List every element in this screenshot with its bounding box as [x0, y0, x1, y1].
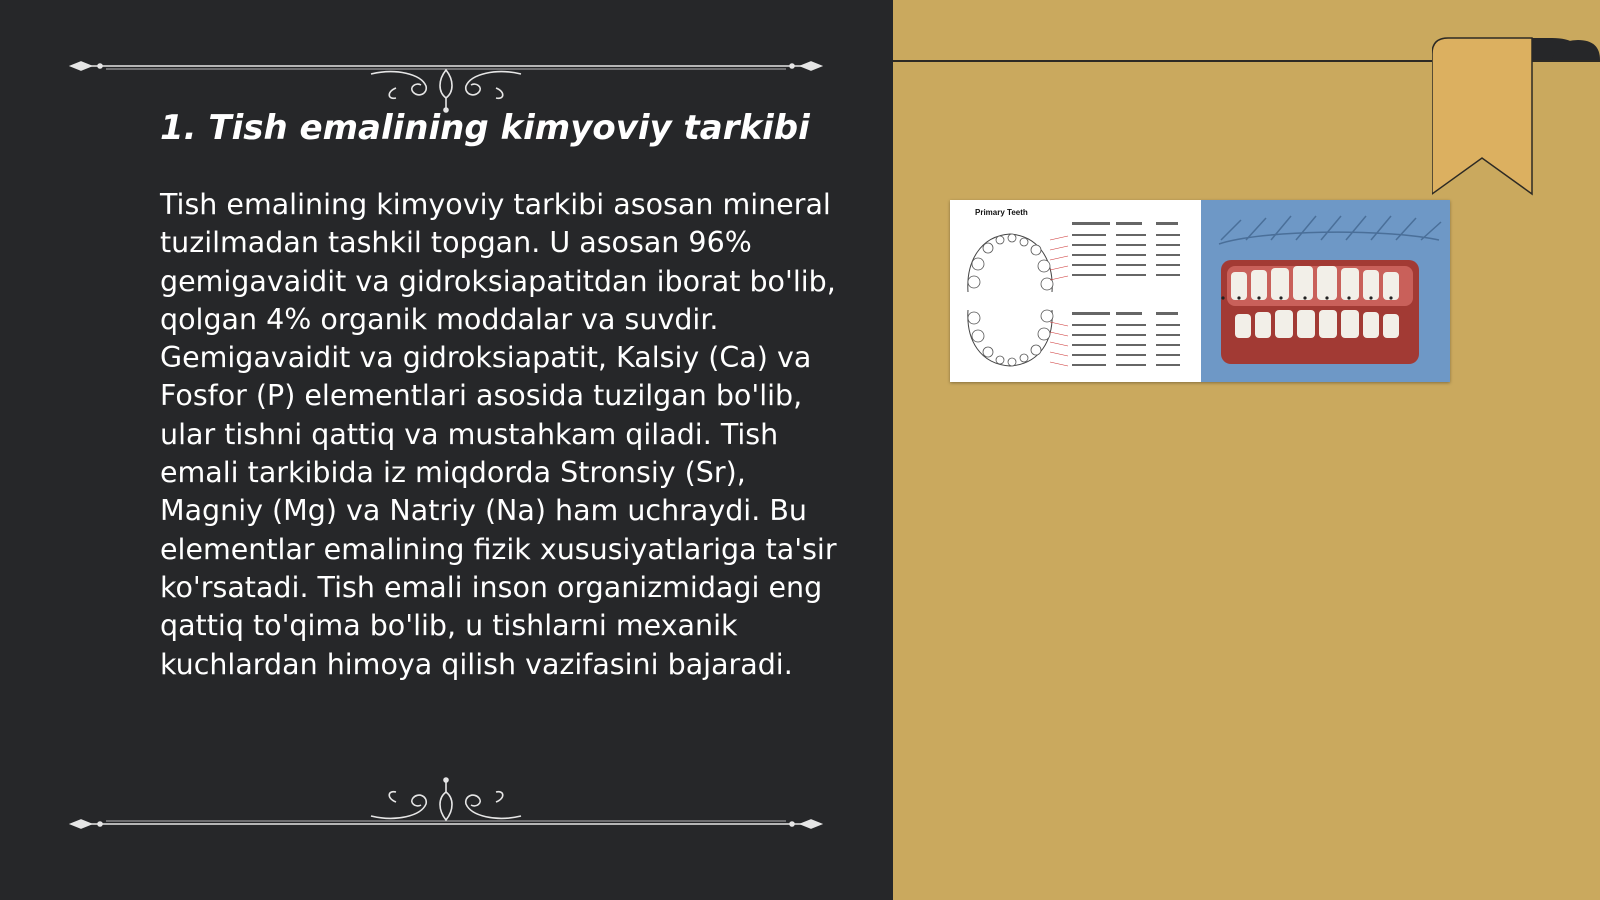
bottom-ornament-divider-icon — [66, 772, 826, 832]
primary-teeth-chart — [950, 200, 1201, 382]
dental-arch-diagram — [950, 200, 1201, 382]
teeth-figure — [950, 200, 1450, 382]
slide-title: 1. Tish emalining kimyoviy tarkibi — [160, 108, 810, 148]
teeth-photo — [1201, 200, 1450, 382]
mouth-photo-illustration — [1201, 200, 1450, 382]
slide-body-text: Tish emalining kimyoviy tarkibi asosan mineral tuzilmadan tashkil topgan. U asosan 96% gemigavaidit va gidroksiapatitdan iborat bo'lib, qolgan 4% organik moddalar va suvdir. Gemigavaidit va gidroksiapatit, Kalsiy (Ca) va Fosfor (P) elementlari asosida tuzilgan bo'lib, ular tishni qattiq va mustahkam qiladi. Tish emali tarkibida iz miqdorda Stronsiy (Sr), Magniy (Mg) va Natriy (Na) ham uchraydi. Bu elementlar emalining fizik xususiyatlariga ta'sir ko'rsatadi. Tish emali inson organizmidagi eng qattiq to'qima bo'lib, u tishlarni mexanik kuchlardan himoya qilish vazifasini bajaradi. — [160, 188, 837, 681]
ribbon-bookmark-icon — [1432, 34, 1600, 200]
chart-title: Primary Teeth — [975, 208, 1028, 217]
